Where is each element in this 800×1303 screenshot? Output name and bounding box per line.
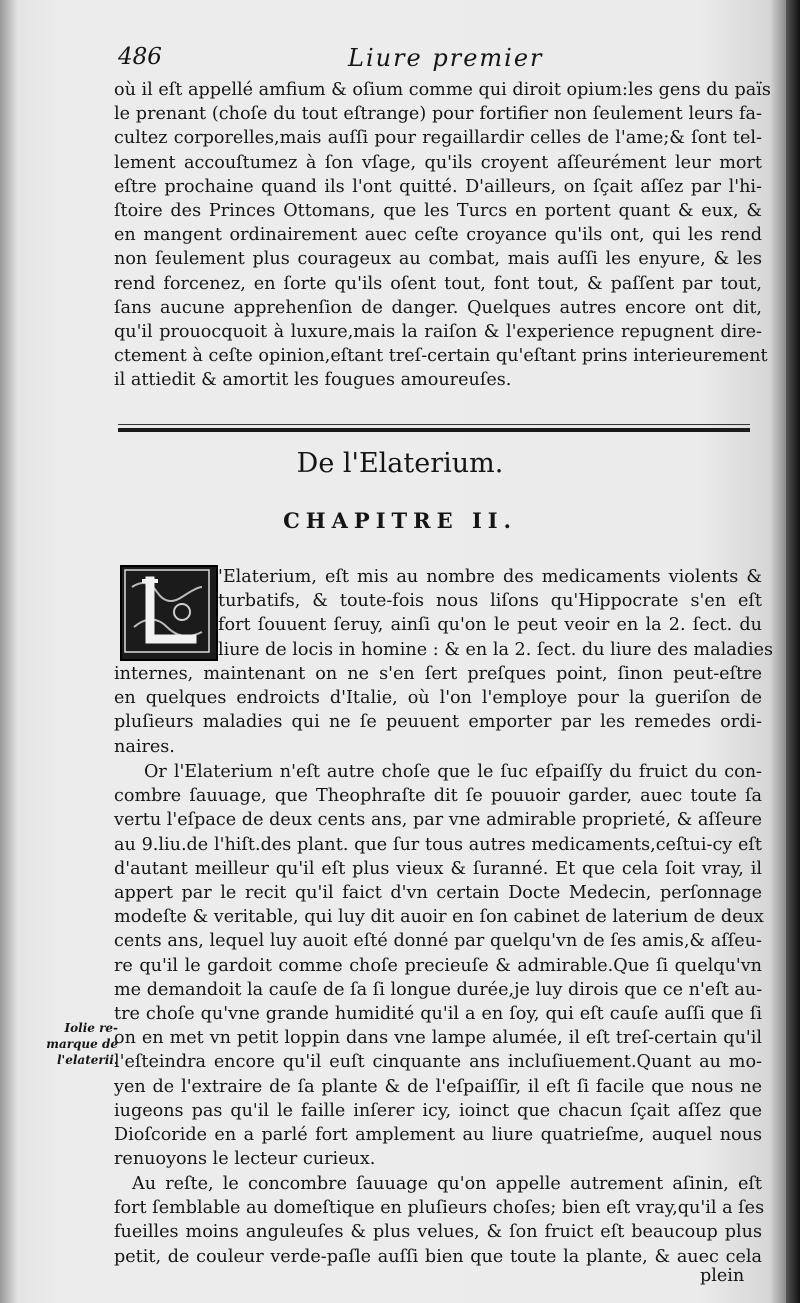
section-title: De l'Elaterium.: [296, 448, 504, 479]
text-line: me demandoit la cauſe de ſa ſi longue durée,je luy dirois que ce n'eſt au-: [114, 979, 763, 1000]
text-line: Dioſcoride en a parlé fort amplement au liure quatrieſme, auquel nous: [114, 1125, 762, 1146]
chapter-paragraph-1-opening: [218, 565, 774, 662]
running-head: Liure premier: [348, 44, 544, 72]
text-line: re qu'il le gardoit comme choſe precieuſe & admirable.Que ſi quelqu'vn: [114, 955, 762, 976]
text-line: ctement à ceſte opinion,eſtant treſ-certain qu'eſtant prins interieurement: [114, 346, 768, 367]
text-line: appert par le recit qu'il faict d'vn certain Docte Medecin, perſonnage: [114, 883, 762, 904]
text-line: petit, de couleur verde-paſle auſſi bien que toute la plante, & auec cela: [114, 1246, 762, 1267]
text-line: vertu l'eſpace de deux cents ans, par vne admirable proprieté, & aſſeure: [114, 810, 762, 831]
text-line: naires.: [114, 736, 175, 757]
text-line: eſtre prochaine quand ils l'ont quitté. D'ailleurs, on ſçait aſſez par l'hi-: [114, 176, 762, 197]
text-line: internes, maintenant on ne s'en ſert preſques point, ſinon peut-eſtre: [114, 664, 762, 684]
text-line: d'autant meilleur qu'il eſt plus vieux & ſuranné. Et que cela ſoit vray, il: [114, 858, 762, 879]
text-line: tre choſe qu'vne grande humidité qu'il a en ſoy, qui eſt cauſe auſſi que ſi: [114, 1004, 762, 1025]
text-line: où il eſt appellé amfium & oſium comme qui diroit opium:les gens du païs: [114, 80, 771, 100]
text-line: cents ans, lequel luy auoit eſté donné par quelqu'vn de ſes amis,& aſſeu-: [114, 931, 762, 952]
text-line: ſtoire des Princes Ottomans, que les Turcs en portent quant & eux, &: [114, 201, 762, 222]
text-line: pluſieurs maladies qui ne ſe peuuent emporter par les remedes ordi-: [114, 712, 762, 733]
section-divider-thin: [118, 424, 750, 425]
text-line: modeſte & veritable, qui luy dit auoir en ſon cabinet de laterium de deux: [114, 907, 764, 928]
margin-note: [46, 1020, 118, 1068]
margin-note-line: l'elaterii.: [57, 1053, 118, 1067]
catchword: plein: [700, 1266, 745, 1286]
ornamental-initial-icon: [120, 565, 218, 661]
text-line: combre ſauuage, que Theophraſte dit ſe pouuoir garder, auec toute ſa: [114, 786, 762, 807]
text-line: il attiedit & amortit les fougues amoureuſes.: [114, 370, 512, 391]
text-line: non ſeulement plus courageux au combat, mais auſſi les enyure, & les: [114, 249, 762, 270]
text-line: yen de l'extraire de ſa plante & de l'eſpaiſſir, il eſt ſi facile que nous ne: [114, 1076, 762, 1097]
text-line: rend forcenez, en ſorte qu'ils oſent tout, font tout, & paſſent par tout,: [114, 273, 762, 294]
text-line: cultez corporelles,mais auſſi pour regaillardir celles de l'ame;& ſont tel-: [114, 128, 762, 149]
text-line: renuoyons le lecteur curieux.: [114, 1149, 376, 1170]
text-line: Au reſte, le concombre ſauuage qu'on appelle autrement aſinin, eſt: [132, 1174, 762, 1194]
text-line: fort ſouuent ſeruy, ainſi qu'on le peut veoir en la 2. ſect. du: [218, 615, 762, 636]
text-line: liure de locis in homine : & en la 2. ſect. du liure des maladies: [218, 639, 774, 660]
margin-note-line: Iolie re-: [64, 1021, 118, 1035]
text-line: Or l'Elaterium n'eſt autre choſe que le ſuc eſpaiſſy du fruict du con-: [144, 762, 762, 782]
text-line: en quelques endroicts d'Italie, où l'on l'employe pour la gueriſon de: [114, 688, 762, 709]
text-line: ſans aucune apprehenſion de danger. Quelques autres encore ont dit,: [114, 297, 762, 318]
text-line: lement accouſtumez à ſon vſage, qu'ils croyent aſſeurément leur mort: [114, 152, 762, 173]
text-line: fueilles moins anguleuſes & plus velues, & ſon fruict eſt beaucoup plus: [114, 1222, 762, 1243]
top-paragraph: [114, 78, 771, 393]
chapter-heading: CHAPITRE II.: [283, 508, 517, 533]
text-line: iugeons pas qu'il le faille inſerer icy, ioinct que chacun ſçait aſſez que: [114, 1100, 762, 1121]
section-divider: [118, 428, 750, 432]
text-line: en mangent ordinairement auec ceſte croyance qu'ils ont, qui les rend: [114, 225, 762, 246]
text-line: 'Elaterium, eſt mis au nombre des medicaments violents &: [218, 567, 762, 587]
text-line: qu'il prouocquoit à luxure,mais la raiſon & l'experience repugnent dire-: [114, 322, 762, 343]
chapter-paragraph-2: [114, 760, 762, 1171]
text-line: on en met vn petit loppin dans vne lampe alumée, il eſt treſ-certain qu'il: [114, 1028, 762, 1049]
book-spine-shadow: [786, 0, 800, 1303]
chapter-paragraph-3: [114, 1172, 765, 1269]
text-line: le prenant (choſe du tout eſtrange) pour fortifier non ſeulement leurs fa-: [114, 104, 762, 125]
margin-note-line: marque de: [46, 1037, 118, 1051]
text-line: l'eſteindra encore qu'il euſt cinquante ans incluſiuement.Quant au mo-: [114, 1052, 762, 1073]
page-number: 486: [118, 44, 162, 70]
page-header: [118, 44, 758, 74]
text-line: turbatifs, & toute-fois nous liſons qu'Hippocrate s'en eſt: [218, 591, 762, 612]
text-line: au 9.liu.de l'hiſt.des plant. que ſur tous autres medicaments,ceſtui-cy eſt: [114, 834, 762, 855]
text-line: fort ſemblable au domeſtique en pluſieurs choſes; bien eſt vray,qu'il a ſes: [114, 1198, 765, 1219]
chapter-paragraph-1: [114, 662, 762, 759]
